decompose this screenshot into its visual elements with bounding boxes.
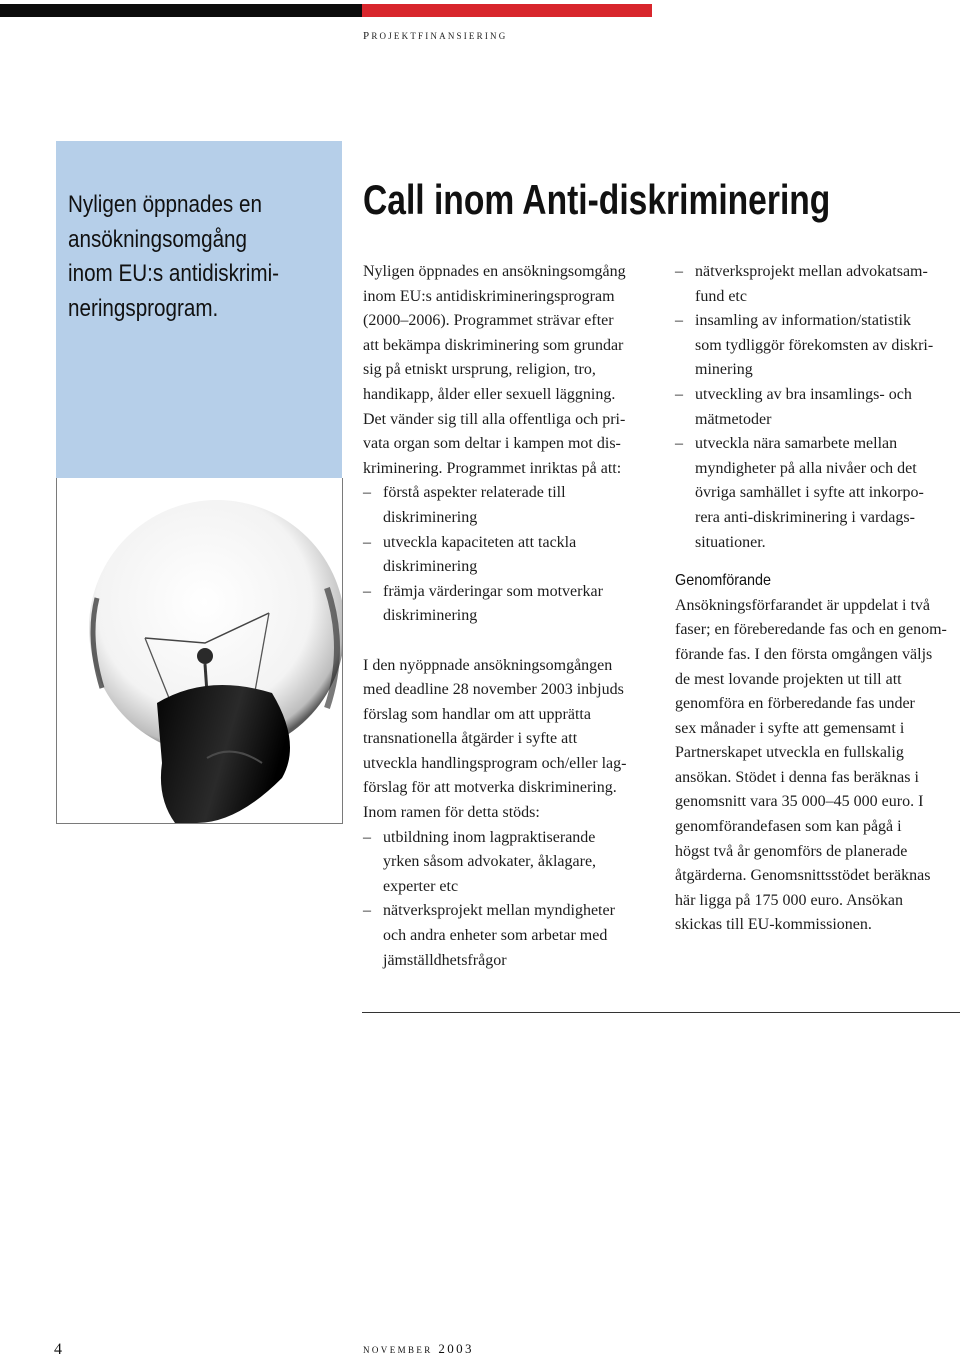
paragraph-line: sex månader i syfte att gemensamt i	[675, 719, 905, 737]
paragraph-line: kriminering. Programmet inriktas på att:	[363, 459, 622, 477]
bullet-continuation: diskriminering	[383, 558, 478, 576]
paragraph-line: skickas till EU-kommissionen.	[675, 916, 872, 934]
bullet-item: – förstå aspekter relaterade till	[363, 481, 663, 506]
bullet-item: – främja värderingar som motverkar	[363, 580, 663, 605]
paragraph-line: de mest lovande projekten ut till att	[675, 670, 902, 688]
bullet-continuation: övriga samhället i syfte att inkorpo-	[695, 484, 924, 502]
bullet-continuation: rera anti-diskriminering i vardags-	[695, 508, 915, 526]
paragraph-line: åtgärderna. Genomsnittsstödet beräknas	[675, 867, 931, 885]
bullet-item: – utveckla kapaciteten att tackla	[363, 531, 663, 556]
paragraph-line: faser; en föreberedande fas och en genom-	[675, 621, 947, 639]
paragraph-line: I den nyöppnade ansökningsomgången	[363, 656, 613, 674]
article-title: Call inom Anti-diskriminering	[363, 176, 831, 223]
running-head: projektfinansiering	[363, 27, 508, 43]
bullet-item: – nätverksprojekt mellan myndigheter	[363, 899, 663, 924]
paragraph-line: här ligga på 175 000 euro. Ansökan	[675, 891, 903, 909]
bullet-continuation: experter etc	[383, 877, 459, 895]
light-bulb-photo	[56, 478, 343, 824]
bullet-continuation: mätmetoder	[695, 410, 772, 428]
pullquote	[68, 188, 300, 326]
paragraph-line: att bekämpa diskriminering som grundar	[363, 336, 624, 354]
paragraph-line: Det vänder sig till alla offentliga och pri-	[363, 410, 626, 428]
paragraph-line: ansökan. Stödet i denna fas beräknas i	[675, 768, 919, 786]
pullquote-line: ansökningsomgång	[68, 225, 248, 253]
paragraph-line: genomföra en förberedande fas under	[675, 695, 915, 713]
bullet-continuation: fund etc	[695, 287, 747, 305]
bullet-continuation: diskriminering	[383, 607, 478, 625]
bullet-continuation: myndigheter på alla nivåer och det	[695, 459, 917, 477]
column-right	[675, 260, 960, 938]
bullet-item: – utbildning inom lagpraktiserande	[363, 826, 663, 851]
paragraph-line: högst två år genomförs de planerade	[675, 842, 908, 860]
bullet-continuation: jämställdhetsfrågor	[383, 951, 507, 969]
bullet-continuation: som tydliggör förekomsten av diskri-	[695, 336, 934, 354]
column-left	[363, 260, 663, 973]
bullet-continuation: yrken såsom advokater, åklagare,	[383, 853, 597, 871]
paragraph-line: handikapp, ålder eller sexuell läggning.	[363, 385, 616, 403]
top-bar-black	[0, 4, 362, 17]
pullquote-line: inom EU:s antidiskrimi-	[68, 260, 280, 287]
light-bulb-icon	[57, 478, 342, 823]
bullet-item: – insamling av information/statistik	[675, 309, 960, 334]
bottom-rule	[362, 1012, 960, 1013]
paragraph-line: Nyligen öppnades en ansökningsomgång	[363, 263, 626, 280]
paragraph-line: vata organ som deltar i kampen mot dis-	[363, 435, 621, 453]
footer-date: november 2003	[363, 1341, 474, 1356]
paragraph-line: inom EU:s antidiskrimineringsprogram	[363, 287, 615, 305]
bullet-continuation: och andra enheter som arbetar med	[383, 927, 608, 945]
paragraph-line: genomförandefasen som kan pågå i	[675, 818, 902, 836]
paragraph-line: genomsnitt vara 35 000–45 000 euro. I	[675, 793, 924, 811]
paragraph-line: Ansökningsförfarandet är uppdelat i två	[675, 596, 931, 614]
paragraph-line: (2000–2006). Programmet strävar efter	[363, 312, 614, 330]
paragraph-line: sig på etniskt ursprung, religion, tro,	[363, 361, 596, 379]
bullet-continuation: situationer.	[695, 533, 766, 551]
paragraph-line: utveckla handlingsprogram och/eller lag-	[363, 754, 627, 772]
paragraph-line: förslag för att motverka diskriminering.	[363, 779, 617, 797]
paragraph-line: med deadline 28 november 2003 inbjuds	[363, 681, 624, 699]
section-subheading: Genomförande	[675, 572, 772, 590]
bullet-continuation: minering	[695, 361, 753, 379]
bullet-item: – utveckling av bra insamlings- och	[675, 383, 960, 408]
page-number: 4	[54, 1341, 62, 1358]
paragraph-line: Partnerskapet utveckla en fullskalig	[675, 744, 904, 762]
paragraph-line: förslag som handlar om att upprätta	[363, 705, 591, 723]
bullet-continuation: diskriminering	[383, 508, 478, 526]
paragraph-line: förande fas. I den första omgången väljs	[675, 645, 933, 663]
pullquote-line: neringsprogram.	[68, 294, 219, 322]
bullet-item: – utveckla nära samarbete mellan	[675, 432, 960, 457]
top-bar-red	[362, 4, 652, 17]
paragraph-line: Inom ramen för detta stöds:	[363, 804, 540, 822]
paragraph-line: transnationella åtgärder i syfte att	[363, 730, 578, 748]
bullet-item: – nätverksprojekt mellan advokatsam-	[675, 260, 960, 285]
pullquote-line: Nyligen öppnades en	[68, 191, 262, 218]
